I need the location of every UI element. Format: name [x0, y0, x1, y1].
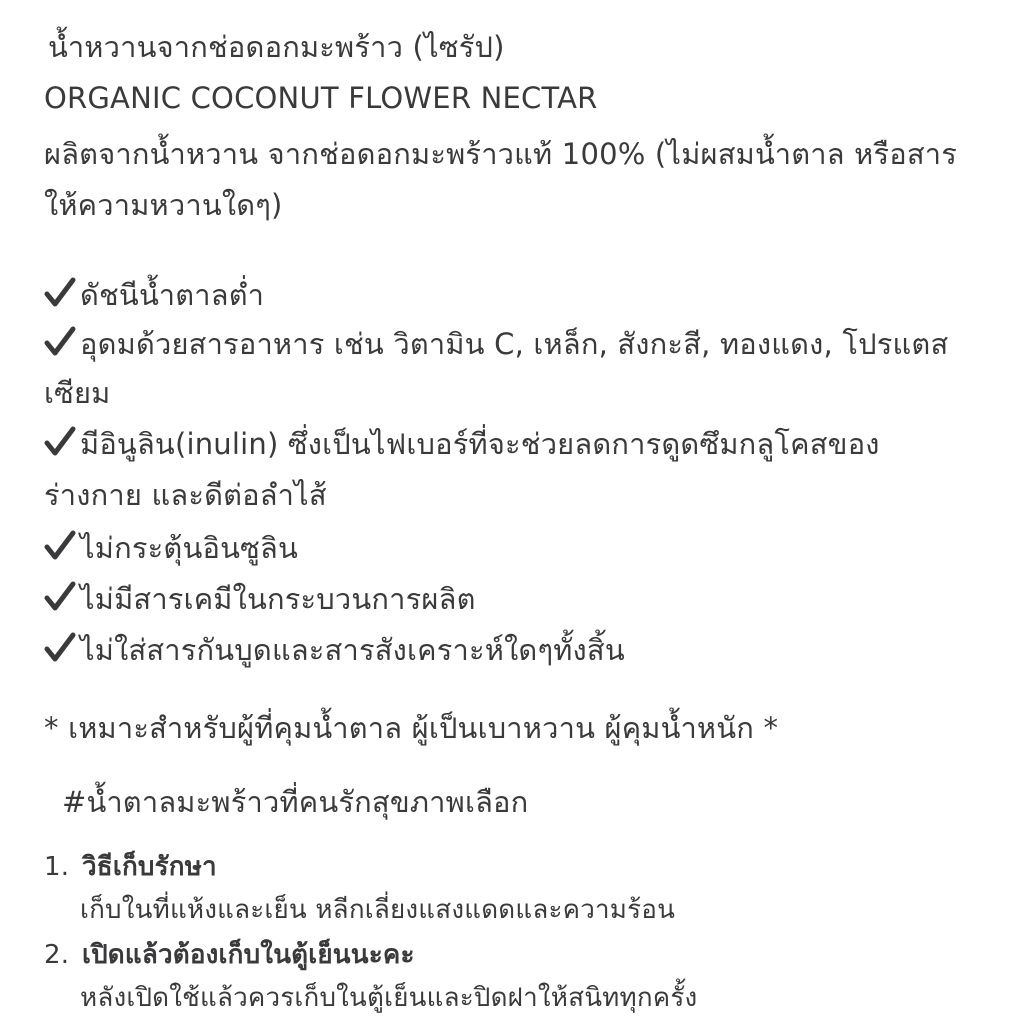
instruction-number: 2.	[44, 940, 70, 970]
description-line-1: ผลิตจากน้ำหวาน จากช่อดอกมะพร้าวแท้ 100% (ไม่ผสมน้ำตาล หรือสาร	[44, 137, 958, 171]
instruction-item-2	[44, 935, 415, 975]
benefit-item-2-continued: เซียม	[44, 376, 111, 410]
description-line-2: ให้ความหวานใดๆ)	[44, 188, 283, 222]
benefit-item-3	[44, 424, 880, 464]
benefit-text: ไม่ใส่สารกันบูดและสารสังเคราะห์ใดๆทั้งสิ้น	[80, 633, 625, 667]
benefit-text: ไม่มีสารเคมีในกระบวนการผลิต	[80, 582, 476, 616]
instruction-heading: วิธีเก็บรักษา	[82, 852, 217, 882]
check-mark-icon	[44, 632, 76, 664]
benefit-item-1	[44, 275, 264, 315]
title-thai: น้ำหวานจากช่อดอกมะพร้าว (ไซรัป)	[48, 30, 505, 64]
benefit-text: อุดมด้วยสารอาหาร เช่น วิตามิน C, เหล็ก, สังกะสี, ทองแดง, โปรแตส	[80, 327, 949, 361]
check-mark-icon	[44, 581, 76, 613]
benefit-item-4	[44, 528, 298, 568]
benefit-text: ดัชนีน้ำตาลต่ำ	[80, 278, 265, 312]
instruction-detail-1: เก็บในที่แห้งและเย็น หลีกเลี่ยงแสงแดดและความร้อน	[80, 895, 676, 925]
benefit-item-5	[44, 579, 476, 619]
check-mark-icon	[44, 426, 76, 458]
check-mark-icon	[44, 326, 76, 358]
suitable-note: * เหมาะสำหรับผู้ที่คุมน้ำตาล ผู้เป็นเบาหวาน ผู้คุมน้ำหนัก *	[44, 711, 779, 745]
benefit-text: ไม่กระตุ้นอินซูลิน	[80, 531, 298, 565]
benefit-item-2	[44, 324, 948, 364]
instruction-item-1	[44, 847, 217, 887]
title-english: ORGANIC COCONUT FLOWER NECTAR	[44, 81, 598, 115]
instruction-detail-2: หลังเปิดใช้แล้วควรเก็บในตู้เย็นและปิดฝาให้สนิททุกครั้ง	[80, 983, 698, 1013]
instruction-heading: เปิดแล้วต้องเก็บในตู้เย็นนะคะ	[82, 940, 415, 970]
benefit-item-3-continued: ร่างกาย และดีต่อลำไส้	[44, 478, 327, 512]
benefit-item-6	[44, 630, 625, 670]
instruction-number: 1.	[44, 852, 70, 882]
check-mark-icon	[44, 530, 76, 562]
benefit-text: มีอินูลิน(inulin) ซึ่งเป็นไฟเบอร์ที่จะช่วยลดการดูดซึมกลูโคสของ	[80, 427, 880, 461]
hashtag: #น้ำตาลมะพร้าวที่คนรักสุขภาพเลือก	[62, 785, 529, 819]
check-mark-icon	[44, 277, 76, 309]
